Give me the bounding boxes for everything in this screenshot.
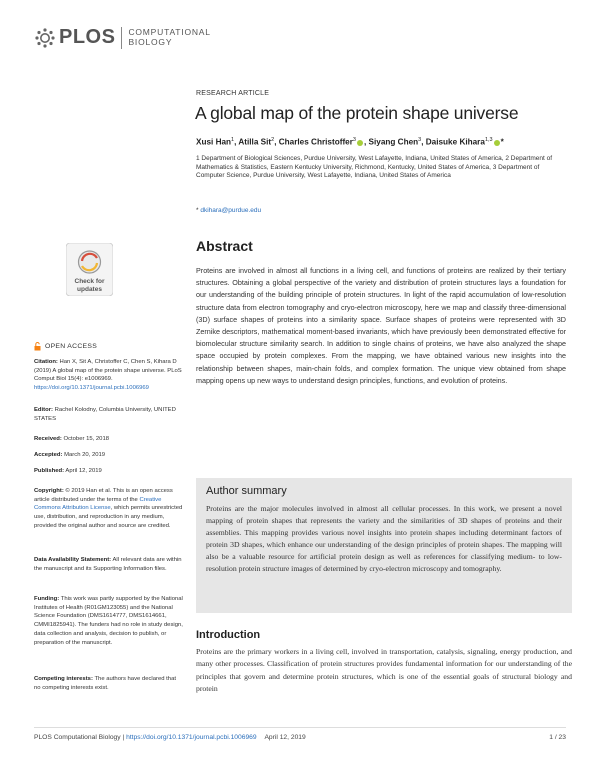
editor-label: Editor:	[34, 407, 53, 413]
competing-interests-label: Competing interests:	[34, 676, 93, 682]
journal-name-line2: BIOLOGY	[128, 36, 173, 47]
editor-block	[34, 406, 184, 423]
competing-interests-block	[34, 675, 184, 692]
corresponding-email	[196, 207, 261, 214]
email-link[interactable]: dkihara@purdue.edu	[200, 207, 262, 214]
journal-logo[interactable]	[34, 26, 211, 49]
received-label: Received:	[34, 436, 62, 442]
published-text: April 12, 2019	[65, 468, 102, 474]
author-separator: ,	[421, 137, 426, 147]
data-availability-label: Data Availability Statement:	[34, 557, 112, 563]
author-summary-text: Proteins are the major molecules involved in almost all cellular processes. In this work, we present a novel mapping of protein shapes that represents the variety and the similarities of 3D shapes of proteins and their assemblies. This mapping provides various novel insights into protein shapes including determinant factors of protein 3D shapes, which enhance our understanding of the design principles of protein shapes. The mapping will also be a valuable resource for artificial protein design as well as references for classifying medium- to low-resolution protein structure images of determined by cryo-electron microscopy and tomography.	[206, 504, 562, 574]
author-name: Siyang Chen	[368, 137, 419, 147]
citation-label: Citation:	[34, 359, 58, 365]
author-separator: *	[500, 137, 504, 147]
publisher-name: PLOS	[59, 26, 116, 48]
accepted-label: Accepted:	[34, 452, 63, 458]
plos-mark-icon	[34, 27, 56, 49]
competing-interests-text: The authors have declared that no competing interests exist.	[34, 676, 176, 691]
data-availability-text: All relevant data are within the manuscript and its Supporting Information files.	[34, 557, 182, 572]
funding-block	[34, 595, 184, 647]
license-link[interactable]: Creative Commons Attribution License	[34, 496, 162, 512]
copyright-text-1: © 2019 Han et al. This is an open access article distributed under the terms of the	[34, 488, 173, 503]
open-access-label	[34, 342, 97, 351]
footer-journal: PLOS Computational Biology	[34, 734, 121, 741]
abstract-heading: Abstract	[196, 238, 253, 254]
accepted-text: March 20, 2019	[64, 452, 106, 458]
citation-doi-link[interactable]: https://doi.org/10.1371/journal.pcbi.1006969	[34, 385, 149, 392]
check-line2: updates	[77, 286, 102, 293]
author-list	[196, 137, 504, 147]
check-line1: Check for	[74, 278, 105, 285]
article-title: A global map of the protein shape universe	[195, 103, 519, 123]
author-separator: ,	[363, 137, 369, 147]
footer-doi-link[interactable]: https://doi.org/10.1371/journal.pcbi.1006969	[126, 734, 257, 741]
data-availability-block	[34, 556, 184, 573]
author-name: Charles Christoffer	[278, 137, 353, 147]
author-name: Atilla Sit	[238, 137, 272, 147]
abstract-text: Proteins are involved in almost all functions in a living cell, and functions of proteins are realized by their tertiary structures. Obtaining a global perspective of the variety and distribution of protein structures lays a foundation for our understanding of the building principle of protein structures. In light of the rapid accumulation of low-resolution structure data from electron tomography and cryo-electron microscopy, here we map and classify three-dimensional (3D) surface shapes of proteins into a similarity space. Surface shapes of proteins were represented with 3D Zernike descriptors, mathematical moment-based invariants, which have previously been demonstrated effective for biomolecular structure similarity search. In addition to single chains of proteins, we have also analyzed the shape space occupied by protein complexes. From the mapping, we have obtained various new insights into the relationship between shapes, main-chain folds, and complex formation. The unique view obtained from shape mapping opens up new ways to understand design principles, functions, and evolution of proteins.	[196, 266, 566, 385]
footer-date: April 12, 2019	[264, 734, 306, 741]
author-separator: ,	[234, 137, 239, 147]
footer-left	[34, 734, 306, 741]
copyright-label: Copyright:	[34, 488, 64, 494]
footer-separator: |	[120, 734, 127, 741]
orcid-icon[interactable]	[357, 140, 363, 146]
received-text: October 15, 2018	[63, 436, 110, 442]
logo-divider	[121, 27, 122, 49]
orcid-icon[interactable]	[494, 140, 500, 146]
citation-text: Han X, Sit A, Christoffer C, Chen S, Kihara D (2019) A global map of the protein shape universe. PLoS Comput Biol 15(4): e1006969.	[34, 359, 182, 383]
open-access-text: OPEN ACCESS	[45, 343, 98, 350]
email-marker: *	[196, 207, 199, 214]
author-summary-heading: Author summary	[206, 485, 287, 497]
journal-name-line1: COMPUTATIONAL	[128, 27, 211, 37]
check-for-updates-badge[interactable]	[66, 243, 113, 296]
author-affiliation-marker: 1	[231, 137, 235, 143]
funding-label: Funding:	[34, 596, 60, 602]
accepted-block	[34, 451, 184, 460]
introduction-text: Proteins are the primary workers in a living cell, involved in transportation, catalysis, signaling, energy production, and many other processes. Classification of protein structures provides fundamental information for our understanding of the principles that govern and determine protein structures, which is one of the essential goals of structural biology and protein	[196, 647, 572, 693]
author-affiliation-marker: 3	[418, 137, 422, 143]
journal-name	[128, 28, 210, 47]
affiliations: 1 Department of Biological Sciences, Purdue University, West Lafayette, Indiana, United States of America, 2 Department of Mathematics & Statistics, Eastern Kentucky University, Richmond, Kentucky, United States of America, 3 Department of Computer Science, Purdue University, West Lafayette, Indiana, United States of America	[196, 155, 552, 179]
received-block	[34, 435, 184, 444]
footer-page-number: 1 / 23	[549, 734, 566, 741]
author-affiliation-marker: 3	[352, 137, 356, 143]
author-name: Daisuke Kihara	[425, 137, 485, 147]
copyright-text-2: , which permits unrestricted use, distribution, and reproduction in any medium, provided the original author and source are credited.	[34, 505, 183, 529]
open-lock-icon	[34, 342, 41, 351]
citation-block	[34, 358, 184, 393]
published-block	[34, 467, 184, 476]
footer-rule	[34, 727, 566, 728]
author-separator: ,	[274, 137, 279, 147]
author-affiliation-marker: 2	[271, 137, 275, 143]
article-type: RESEARCH ARTICLE	[196, 90, 270, 97]
funding-text: This work was partly supported by the National Institutes of Health (R01GM123055) and the National Science Foundation (DMS1614777, DMS1614661, CMMI1825941). The funders had no role in study design, data collection and analysis, decision to publish, or preparation of the manuscript.	[34, 596, 183, 646]
author-name: Xusi Han	[196, 137, 232, 147]
introduction-heading: Introduction	[196, 629, 261, 641]
published-label: Published:	[34, 468, 65, 474]
page-footer	[34, 734, 566, 741]
editor-text: Rachel Kolodny, Columbia University, UNITED STATES	[34, 407, 176, 422]
author-summary-box	[196, 478, 572, 613]
copyright-block	[34, 487, 184, 531]
author-affiliation-marker: 1,3	[484, 137, 493, 143]
